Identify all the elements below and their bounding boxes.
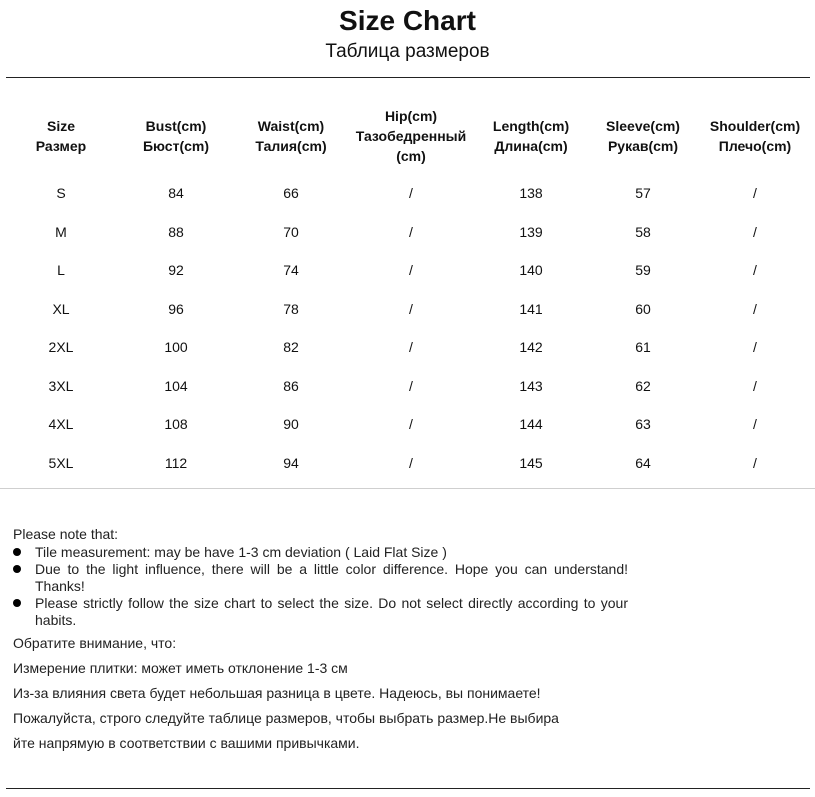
- cell-hip: /: [409, 300, 413, 317]
- cell-bust: 84: [168, 185, 184, 202]
- header-shoulder-en: Shoulder(cm): [709, 118, 801, 134]
- cell-length: 142: [519, 339, 543, 356]
- table-row: [4, 405, 812, 444]
- page-title: Size Chart: [339, 5, 476, 36]
- header-length: [474, 98, 588, 174]
- cell-waist: 94: [283, 454, 299, 471]
- table-row: [4, 328, 812, 367]
- cell-size: 5XL: [48, 454, 74, 471]
- cell-hip: /: [409, 185, 413, 202]
- cell-shoulder: /: [753, 339, 757, 356]
- cell-bust: 104: [164, 377, 188, 394]
- cell-hip: /: [409, 262, 413, 279]
- cell-hip: /: [409, 416, 413, 433]
- header-bust-en: Bust(cm): [145, 118, 207, 134]
- bullet-icon: [13, 548, 21, 556]
- header-sleeve-en: Sleeve(cm): [606, 118, 680, 134]
- table-row: [4, 213, 812, 252]
- cell-size: 3XL: [48, 377, 74, 394]
- table-header: [4, 98, 812, 174]
- cell-waist: 90: [283, 416, 299, 433]
- header-shoulder-ru: Плечо(cm): [718, 138, 792, 154]
- bullet-icon: [13, 599, 21, 607]
- notes-list: [13, 544, 628, 629]
- table-row: [4, 444, 812, 483]
- note-ru-line: йте напрямую в соответствии с вашими привычками.: [13, 735, 360, 751]
- top-divider: [6, 77, 810, 78]
- cell-length: 145: [519, 454, 543, 471]
- table-row: [4, 251, 812, 290]
- note-text: Tile measurement: may be have 1-3 cm deviation ( Laid Flat Size ): [35, 544, 447, 560]
- header-shoulder: [698, 98, 812, 174]
- cell-waist: 66: [283, 185, 299, 202]
- note-item: [13, 561, 628, 595]
- header-sleeve-ru: Рукав(cm): [607, 138, 679, 154]
- notes-section: [13, 524, 628, 756]
- cell-size: M: [55, 223, 67, 240]
- cell-size: 4XL: [48, 416, 74, 433]
- cell-waist: 74: [283, 262, 299, 279]
- cell-length: 138: [519, 185, 543, 202]
- cell-length: 139: [519, 223, 543, 240]
- cell-shoulder: /: [753, 185, 757, 202]
- header-size-en: Size: [46, 118, 75, 134]
- header-size-ru: Размер: [35, 138, 87, 154]
- cell-sleeve: 57: [635, 185, 651, 202]
- page-subtitle: Таблица размеров: [325, 41, 490, 62]
- note-text: Due to the light influence, there will be a little color difference. Hope you can understand! Thanks!: [35, 561, 628, 594]
- cell-shoulder: /: [753, 416, 757, 433]
- cell-sleeve: 63: [635, 416, 651, 433]
- note-ru-line: Из-за влияния света будет небольшая разница в цвете. Надеюсь, вы понимаете!: [13, 685, 541, 701]
- cell-waist: 78: [283, 300, 299, 317]
- cell-sleeve: 64: [635, 454, 651, 471]
- cell-hip: /: [409, 339, 413, 356]
- cell-size: S: [56, 185, 66, 202]
- cell-bust: 108: [164, 416, 188, 433]
- cell-bust: 92: [168, 262, 184, 279]
- header-bust-ru: Бюст(cm): [142, 138, 210, 154]
- header-hip-en: Hip(cm): [384, 108, 438, 124]
- cell-length: 140: [519, 262, 543, 279]
- header-waist: [234, 98, 348, 174]
- table-body: [4, 174, 812, 482]
- header-hip-unit: (cm): [396, 148, 426, 164]
- cell-length: 141: [519, 300, 543, 317]
- cell-shoulder: /: [753, 223, 757, 240]
- cell-waist: 70: [283, 223, 299, 240]
- header-row: [4, 98, 812, 174]
- notes-lead: Please note that:: [13, 526, 119, 542]
- cell-shoulder: /: [753, 454, 757, 471]
- note-ru-line: Пожалуйста, строго следуйте таблице размеров, чтобы выбрать размер.Не выбира: [13, 710, 559, 726]
- cell-waist: 86: [283, 377, 299, 394]
- cell-length: 143: [519, 377, 543, 394]
- header-hip: [348, 98, 474, 174]
- header-waist-ru: Талия(cm): [255, 138, 327, 154]
- header-waist-en: Waist(cm): [257, 118, 325, 134]
- cell-shoulder: /: [753, 262, 757, 279]
- cell-hip: /: [409, 454, 413, 471]
- cell-sleeve: 62: [635, 377, 651, 394]
- cell-shoulder: /: [753, 300, 757, 317]
- header-sleeve: [588, 98, 698, 174]
- bullet-icon: [13, 565, 21, 573]
- bottom-divider: [6, 788, 810, 789]
- note-item: [13, 595, 628, 629]
- header-length-en: Length(cm): [492, 118, 570, 134]
- cell-sleeve: 59: [635, 262, 651, 279]
- note-item: [13, 544, 628, 561]
- note-ru-line: Измерение плитки: может иметь отклонение 1-3 см: [13, 660, 348, 676]
- header-length-ru: Длина(cm): [494, 138, 568, 154]
- cell-bust: 96: [168, 300, 184, 317]
- cell-sleeve: 61: [635, 339, 651, 356]
- note-ru-line: Обратите внимание, что:: [13, 635, 177, 651]
- size-chart-table: [4, 98, 812, 482]
- cell-waist: 82: [283, 339, 299, 356]
- header-size: [4, 98, 118, 174]
- cell-shoulder: /: [753, 377, 757, 394]
- cell-sleeve: 60: [635, 300, 651, 317]
- cell-length: 144: [519, 416, 543, 433]
- table-row: [4, 290, 812, 329]
- note-text: Please strictly follow the size chart to select the size. Do not select directly according to your habits.: [35, 595, 628, 628]
- cell-sleeve: 58: [635, 223, 651, 240]
- header-hip-ru: Тазобедренный: [355, 128, 467, 144]
- cell-bust: 112: [164, 454, 188, 471]
- table-row: [4, 367, 812, 406]
- cell-size: XL: [52, 300, 70, 317]
- cell-bust: 100: [164, 339, 188, 356]
- cell-bust: 88: [168, 223, 184, 240]
- cell-hip: /: [409, 223, 413, 240]
- table-row: [4, 174, 812, 213]
- cell-hip: /: [409, 377, 413, 394]
- cell-size: 2XL: [48, 339, 74, 356]
- middle-divider: [0, 488, 815, 489]
- cell-size: L: [57, 262, 65, 279]
- header-bust: [118, 98, 234, 174]
